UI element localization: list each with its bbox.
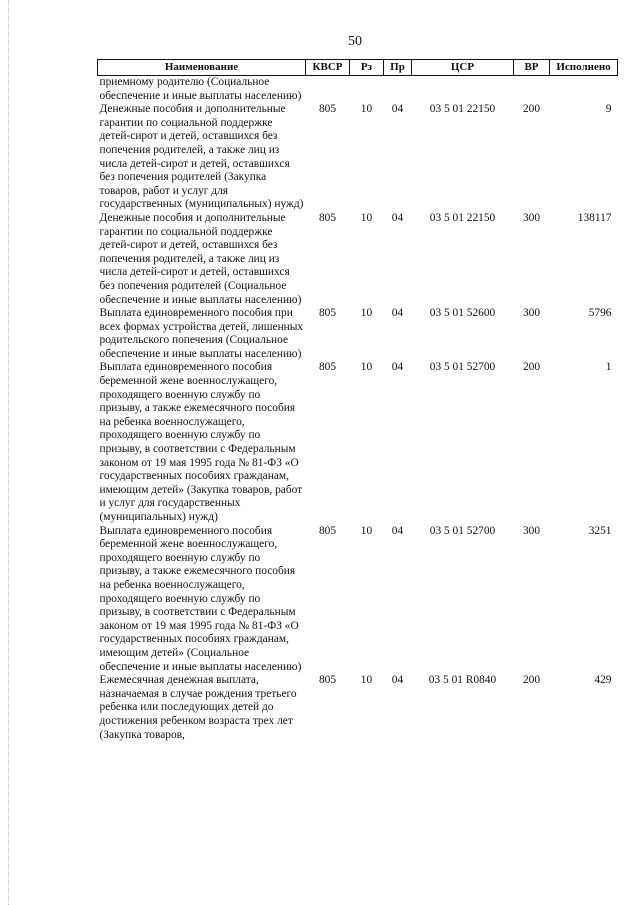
row-rz: 10 xyxy=(360,524,373,537)
header-kvsr: КВСР xyxy=(306,60,350,76)
row-csr: 03 5 01 22150 xyxy=(429,103,496,116)
row-amount xyxy=(550,76,618,104)
row-csr: 03 5 01 52700 xyxy=(429,524,496,537)
row-csr: 03 5 01 22150 xyxy=(429,211,496,224)
row-rz: 10 xyxy=(360,361,373,374)
table-row xyxy=(98,103,618,212)
row-vr: 200 xyxy=(522,103,541,116)
row-name: Выплата единовременного пособия беременной жене военнослужащего, проходящего военную службу по призыву, а также ежемесячного пособия на ребенка военнослужащего, проходящего военную службу по призыву, в соответствии с Федеральным законом от 19 мая 1995 года № 81-ФЗ «О государственных пособиях гражданам, имеющим детей» (Закупка товаров, работ и услуг для государственных (муниципальных) нужд) xyxy=(99,361,303,523)
row-pr: 04 xyxy=(391,103,404,116)
scan-margin-line xyxy=(8,0,10,905)
budget-table xyxy=(97,59,618,742)
table-row xyxy=(98,361,618,524)
row-rz xyxy=(350,76,384,104)
row-kvsr: 805 xyxy=(318,361,337,374)
row-amount: 138117 xyxy=(577,211,612,224)
row-name: приемному родителю (Социальное обеспечение и иные выплаты населению) xyxy=(99,76,302,102)
table-row xyxy=(98,525,618,675)
row-pr xyxy=(384,76,412,104)
row-vr: 300 xyxy=(522,524,541,537)
row-kvsr: 805 xyxy=(318,524,337,537)
row-csr: 03 5 01 52700 xyxy=(429,361,496,374)
row-name: Выплата единовременного пособия беременной жене военнослужащего, проходящего военную службу по призыву, а также ежемесячного пособия на ребенка военнослужащего, проходящего военную службу по призыву, в соответствии с Федеральным законом от 19 мая 1995 года № 81-ФЗ «О государственных пособиях гражданам, имеющим детей» (Социальное обеспечение и иные выплаты населению) xyxy=(99,524,302,673)
row-name: Денежные пособия и дополнительные гарантии по социальной поддержке детей-сирот и детей, оставшихся без попечения родителей, а также лиц из числа детей-сирот и детей, оставшихся без попечения родителей (Социальное обеспечение и иные выплаты населению) xyxy=(99,211,302,306)
row-vr: 200 xyxy=(522,361,541,374)
row-vr: 200 xyxy=(522,674,541,687)
row-amount: 5796 xyxy=(588,307,612,320)
header-name: Наименование xyxy=(98,60,306,76)
table-row xyxy=(98,307,618,361)
row-name: Ежемесячная денежная выплата, назначаемая в случае рождения третьего ребенка или последующих детей до достижения ребенком возраста трех лет (Закупка товаров, xyxy=(99,674,297,741)
row-csr xyxy=(412,76,514,104)
row-pr: 04 xyxy=(391,524,404,537)
row-csr: 03 5 01 R0840 xyxy=(428,674,497,687)
header-amount: Исполнено xyxy=(550,60,618,76)
header-rz: Рз xyxy=(350,60,384,76)
row-csr: 03 5 01 52600 xyxy=(429,307,496,320)
table-row xyxy=(98,674,618,742)
row-vr: 300 xyxy=(522,211,541,224)
row-amount: 1 xyxy=(605,361,612,374)
row-kvsr: 805 xyxy=(318,211,337,224)
row-name: Выплата единовременного пособия при всех формах устройства детей, лишенных родительского попечения (Социальное обеспечение и иные выплаты населению) xyxy=(99,307,304,360)
row-amount: 9 xyxy=(605,103,612,116)
table-row xyxy=(98,76,618,104)
row-amount: 3251 xyxy=(588,524,612,537)
row-pr: 04 xyxy=(391,674,404,687)
header-pr: Пр xyxy=(384,60,412,76)
header-csr: ЦСР xyxy=(412,60,514,76)
page-number: 50 xyxy=(348,34,362,49)
row-kvsr xyxy=(306,76,350,104)
row-pr: 04 xyxy=(391,307,404,320)
row-name: Денежные пособия и дополнительные гарантии по социальной поддержке детей-сирот и детей, оставшихся без попечения родителей, а также лиц из числа детей-сирот и детей, оставшихся без попечения родителей (Закупка товаров, работ и услуг для государственных (муниципальных) нужд) xyxy=(99,103,304,211)
row-rz: 10 xyxy=(360,674,373,687)
row-vr: 300 xyxy=(522,307,541,320)
row-kvsr: 805 xyxy=(318,103,337,116)
row-kvsr: 805 xyxy=(318,674,337,687)
row-pr: 04 xyxy=(391,361,404,374)
row-rz: 10 xyxy=(360,211,373,224)
row-amount: 429 xyxy=(594,674,612,687)
row-rz: 10 xyxy=(360,103,373,116)
table-row xyxy=(98,212,618,307)
row-rz: 10 xyxy=(360,307,373,320)
row-pr: 04 xyxy=(391,211,404,224)
header-vr: ВР xyxy=(514,60,550,76)
row-kvsr: 805 xyxy=(318,307,337,320)
row-vr xyxy=(514,76,550,104)
table-header-row xyxy=(98,60,618,76)
